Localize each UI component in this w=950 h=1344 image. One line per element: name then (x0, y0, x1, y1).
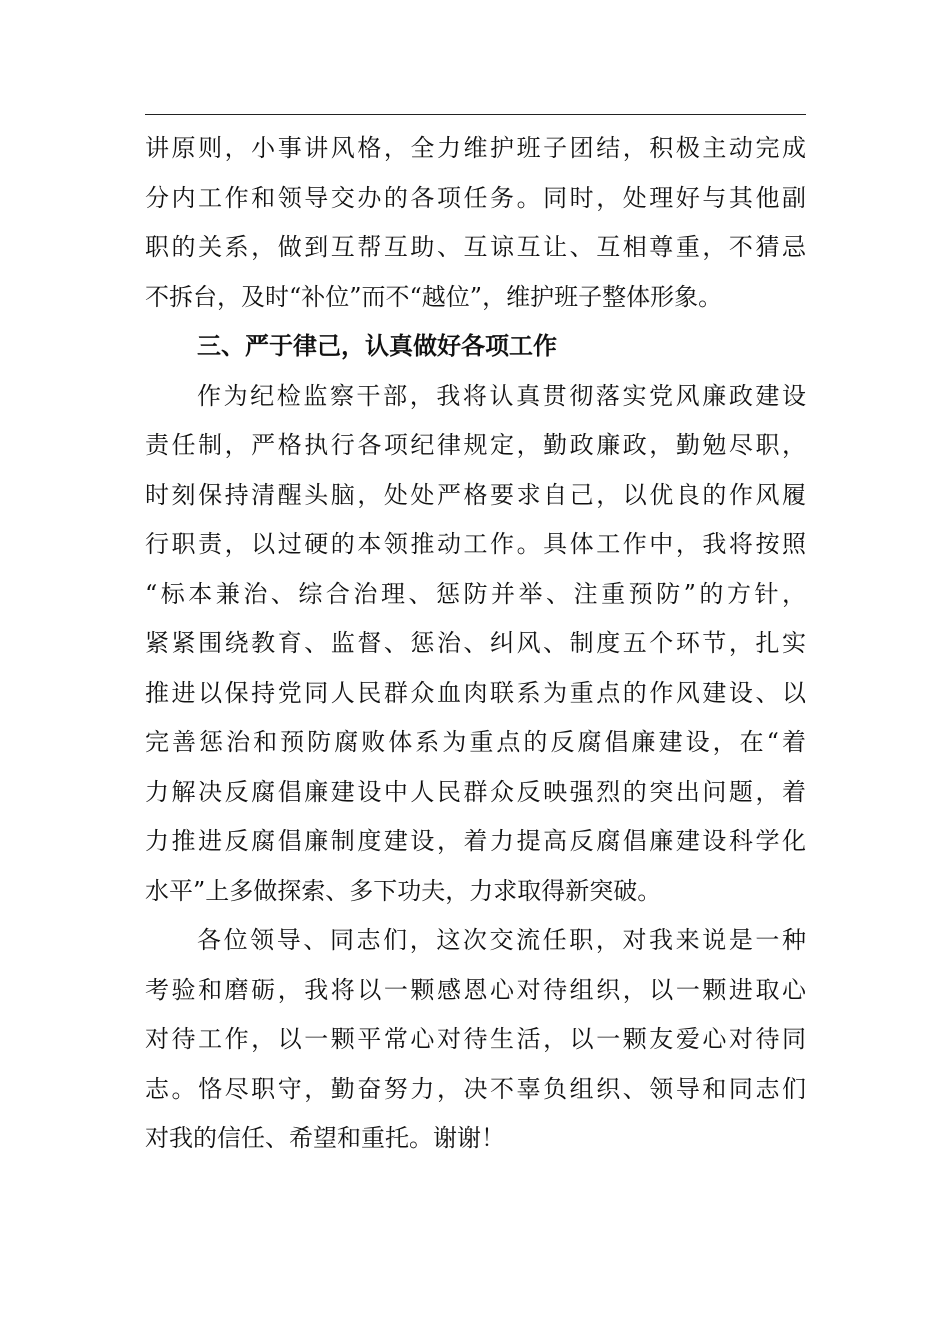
text-line: 时刻保持清醒头脑，处处严格要求自己，以优良的作风履 (145, 480, 806, 509)
text-line: 讲原则，小事讲风格，全力维护班子团结，积极主动完成 (145, 134, 806, 162)
text-line: 作为纪检监察干部，我将认真贯彻落实党风廉政建设 (197, 381, 806, 410)
text-line: 分内工作和领导交办的各项任务。同时，处理好与其他副 (145, 183, 806, 212)
text-line: 对我的信任、希望和重托。谢谢！ (145, 1124, 505, 1152)
document-body (145, 124, 806, 1164)
text-line: 推进以保持党同人民群众血肉联系为重点的作风建设、以 (145, 678, 806, 707)
text-line: 各位领导、同志们，这次交流任职，对我来说是一种 (197, 926, 806, 954)
text-line: 紧紧围绕教育、监督、惩治、纠风、制度五个环节，扎实 (145, 629, 806, 657)
text-line: 不拆台，及时“补位”而不“越位”，维护班子整体形象。 (145, 282, 723, 311)
text-line: “标本兼治、综合治理、惩防并举、注重预防”的方针， (145, 579, 806, 608)
text-line: 职的关系，做到互帮互助、互谅互让、互相尊重，不猜忌 (145, 233, 806, 261)
paragraph-1 (145, 124, 806, 322)
text-line: 力解决反腐倡廉建设中人民群众反映强烈的突出问题，着 (145, 777, 806, 806)
text-line: 行职责，以过硬的本领推动工作。具体工作中，我将按照 (145, 530, 806, 558)
paragraph-2 (145, 372, 806, 917)
paragraph-3 (145, 916, 806, 1164)
text-line: 考验和磨砺，我将以一颗感恩心对待组织，以一颗进取心 (145, 975, 806, 1004)
text-line: 责任制，严格执行各项纪律规定，勤政廉政，勤勉尽职， (145, 431, 806, 459)
text-line: 力推进反腐倡廉制度建设，着力提高反腐倡廉建设科学化 (145, 827, 806, 855)
text-line: 完善惩治和预防腐败体系为重点的反腐倡廉建设，在“着 (145, 728, 806, 756)
text-line: 志。恪尽职守，勤奋努力，决不辜负组织、领导和同志们 (145, 1074, 806, 1103)
section-heading: 三、严于律己，认真做好各项工作 (197, 332, 557, 360)
header-rule (145, 114, 806, 115)
text-line: 水平”上多做探索、多下功夫，力求取得新突破。 (145, 876, 662, 905)
text-line: 对待工作，以一颗平常心对待生活，以一颗友爱心对待同 (145, 1025, 806, 1053)
